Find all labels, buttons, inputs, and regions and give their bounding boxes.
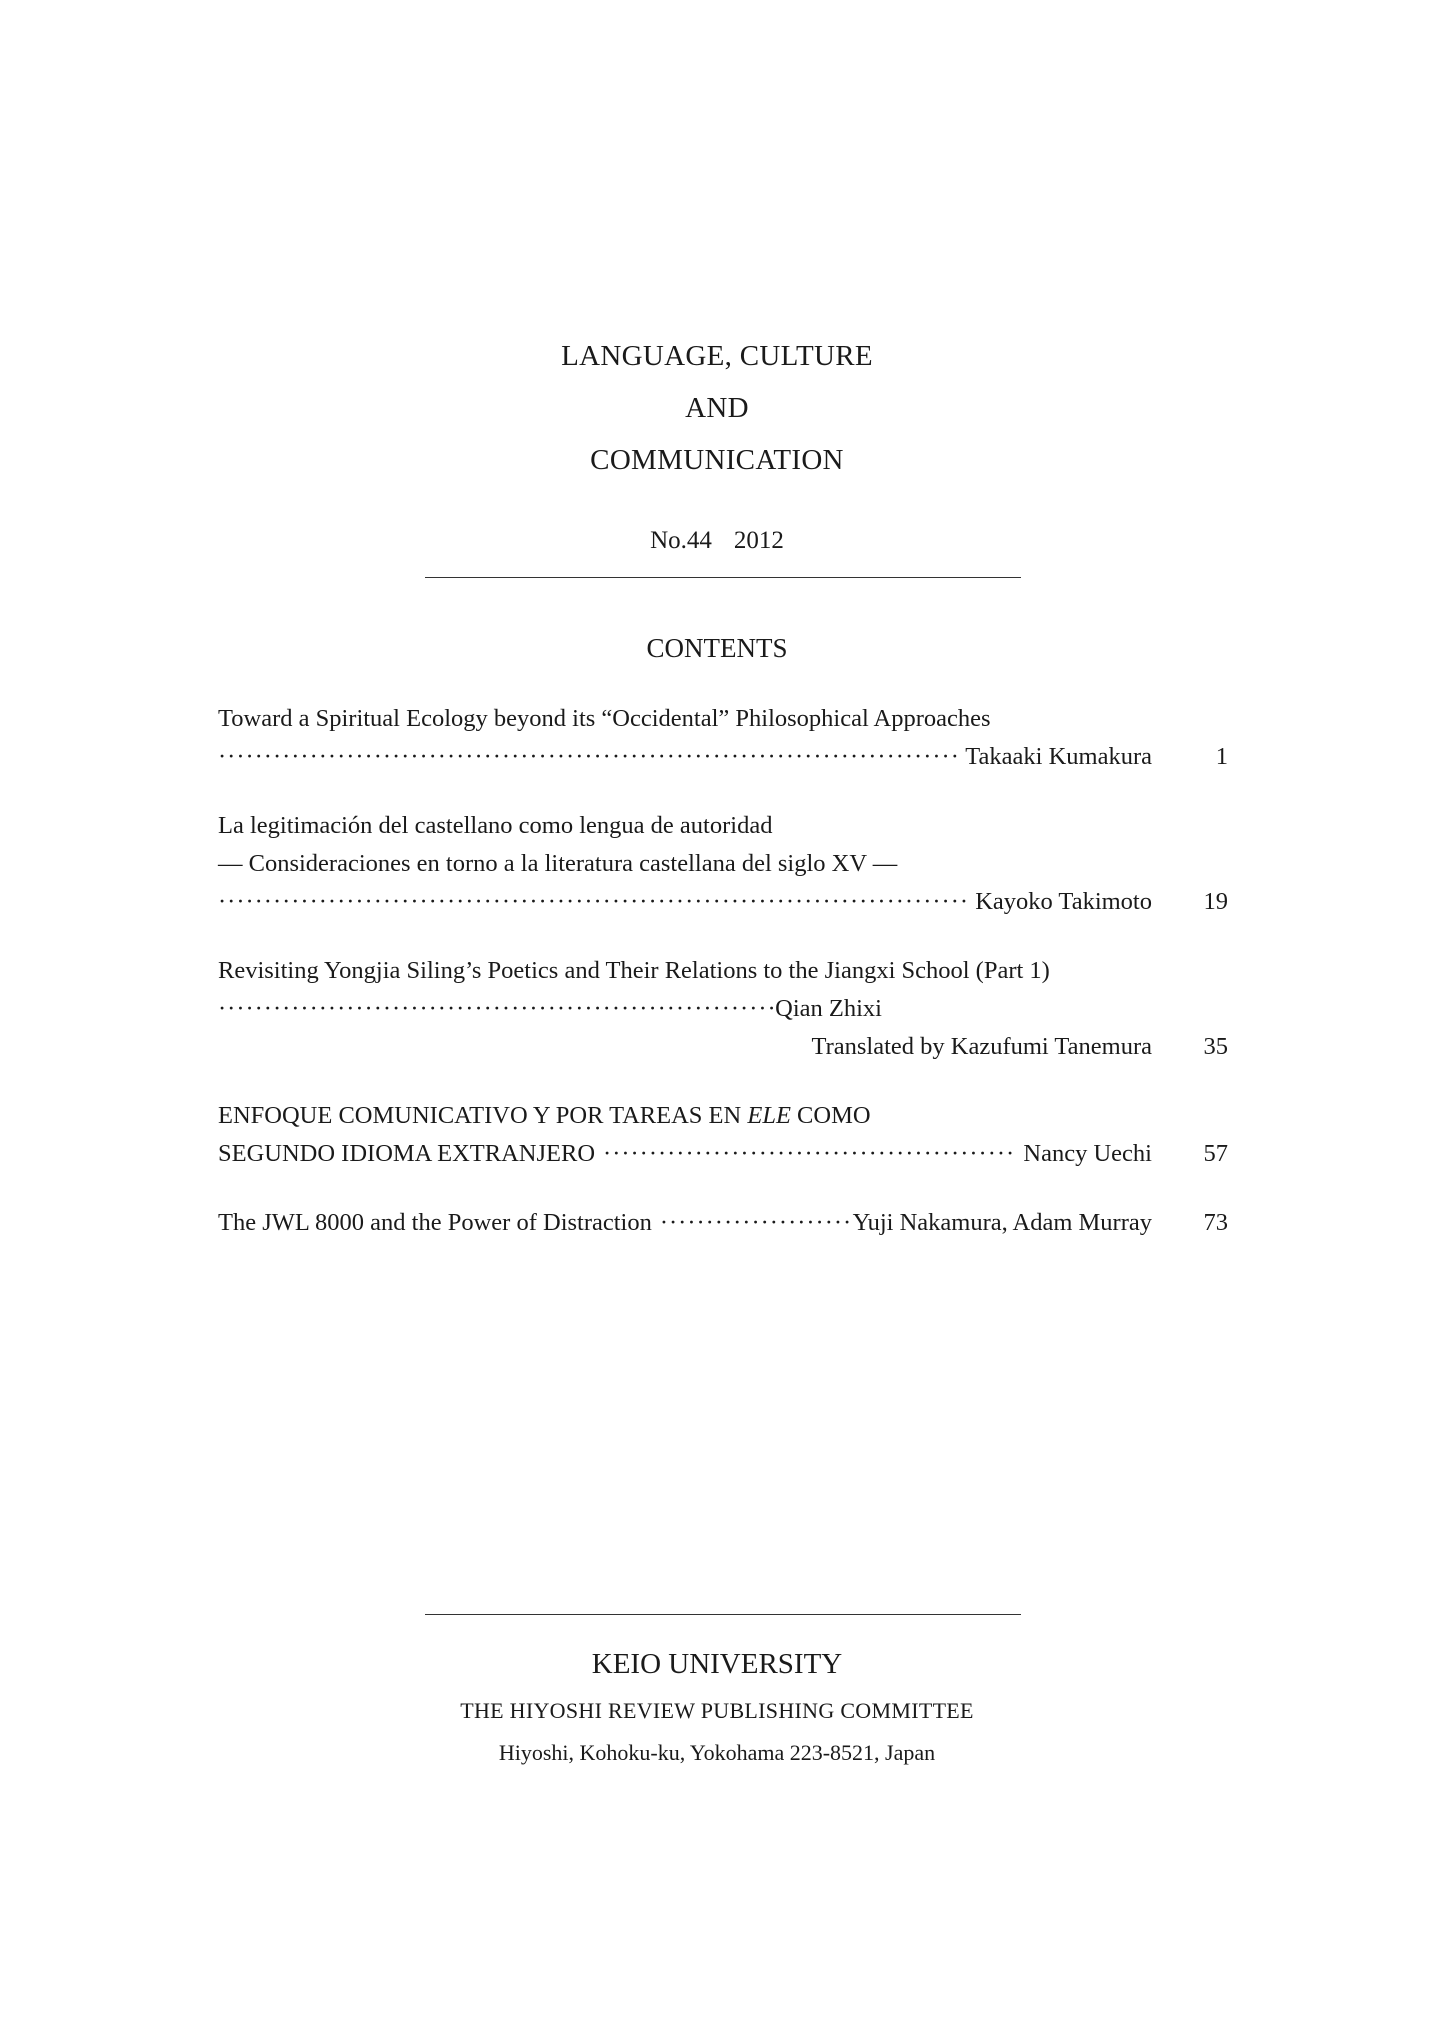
contents-heading: CONTENTS [646,633,788,663]
leader-row [218,1208,1152,1238]
entry-page-number: 73 [1203,1209,1228,1236]
entry-author: Nancy Uechi [1023,1140,1152,1167]
publisher-address: Hiyoshi, Kohoku-ku, Yokohama 223-8521, Japan [498,1740,936,1765]
dot-leader [603,1139,1017,1169]
entry-title-part: ENFOQUE COMUNICATIVO Y POR TAREAS EN [218,1102,748,1129]
entry-page-number: 35 [1203,1033,1228,1060]
entry-page-number: 19 [1203,888,1228,915]
leader-row [218,994,882,1024]
entry-author: Yuji Nakamura, Adam Murray [852,1209,1152,1236]
publisher-name: KEIO UNIVERSITY [591,1648,843,1680]
dot-leader [218,887,969,917]
dot-leader [660,1208,853,1238]
entry-title: The JWL 8000 and the Power of Distraction [218,1209,652,1236]
dot-leader [218,742,959,772]
entry-title-part: COMO [790,1102,871,1129]
entry-title: La legitimación del castellano como lengua de autoridad [218,812,773,839]
bottom-divider [425,1614,1021,1615]
entry-title [218,1101,871,1131]
entry-author: Takaaki Kumakura [965,743,1152,770]
entry-subtitle: — Consideraciones en torno a la literatura castellana del siglo XV — [218,850,898,877]
entry-page-number: 1 [1215,743,1228,770]
journal-title-line-3: COMMUNICATION [590,444,844,476]
entry-author: Qian Zhixi [775,995,882,1022]
journal-title-line-1: LANGUAGE, CULTURE [561,340,873,372]
entry-title-line-2: SEGUNDO IDIOMA EXTRANJERO [218,1140,596,1167]
publisher-committee: THE HIYOSHI REVIEW PUBLISHING COMMITTEE [460,1698,974,1723]
leader-row [218,887,1152,917]
issue-year: 2012 [733,527,784,554]
leader-row [218,742,1152,772]
journal-title-line-2: AND [685,392,749,424]
entry-translator: Translated by Kazufumi Tanemura [811,1033,1152,1060]
entry-title: Toward a Spiritual Ecology beyond its “Occidental” Philosophical Approaches [218,705,991,732]
dot-leader [218,994,775,1024]
entry-title: Revisiting Yongjia Siling’s Poetics and Their Relations to the Jiangxi School (Part 1) [218,957,1050,984]
entry-title-italic: ELE [747,1102,791,1129]
leader-row [218,1139,1152,1169]
issue-number: No.44 [650,527,712,554]
entry-page-number: 57 [1203,1140,1228,1167]
entry-author: Kayoko Takimoto [975,888,1152,915]
